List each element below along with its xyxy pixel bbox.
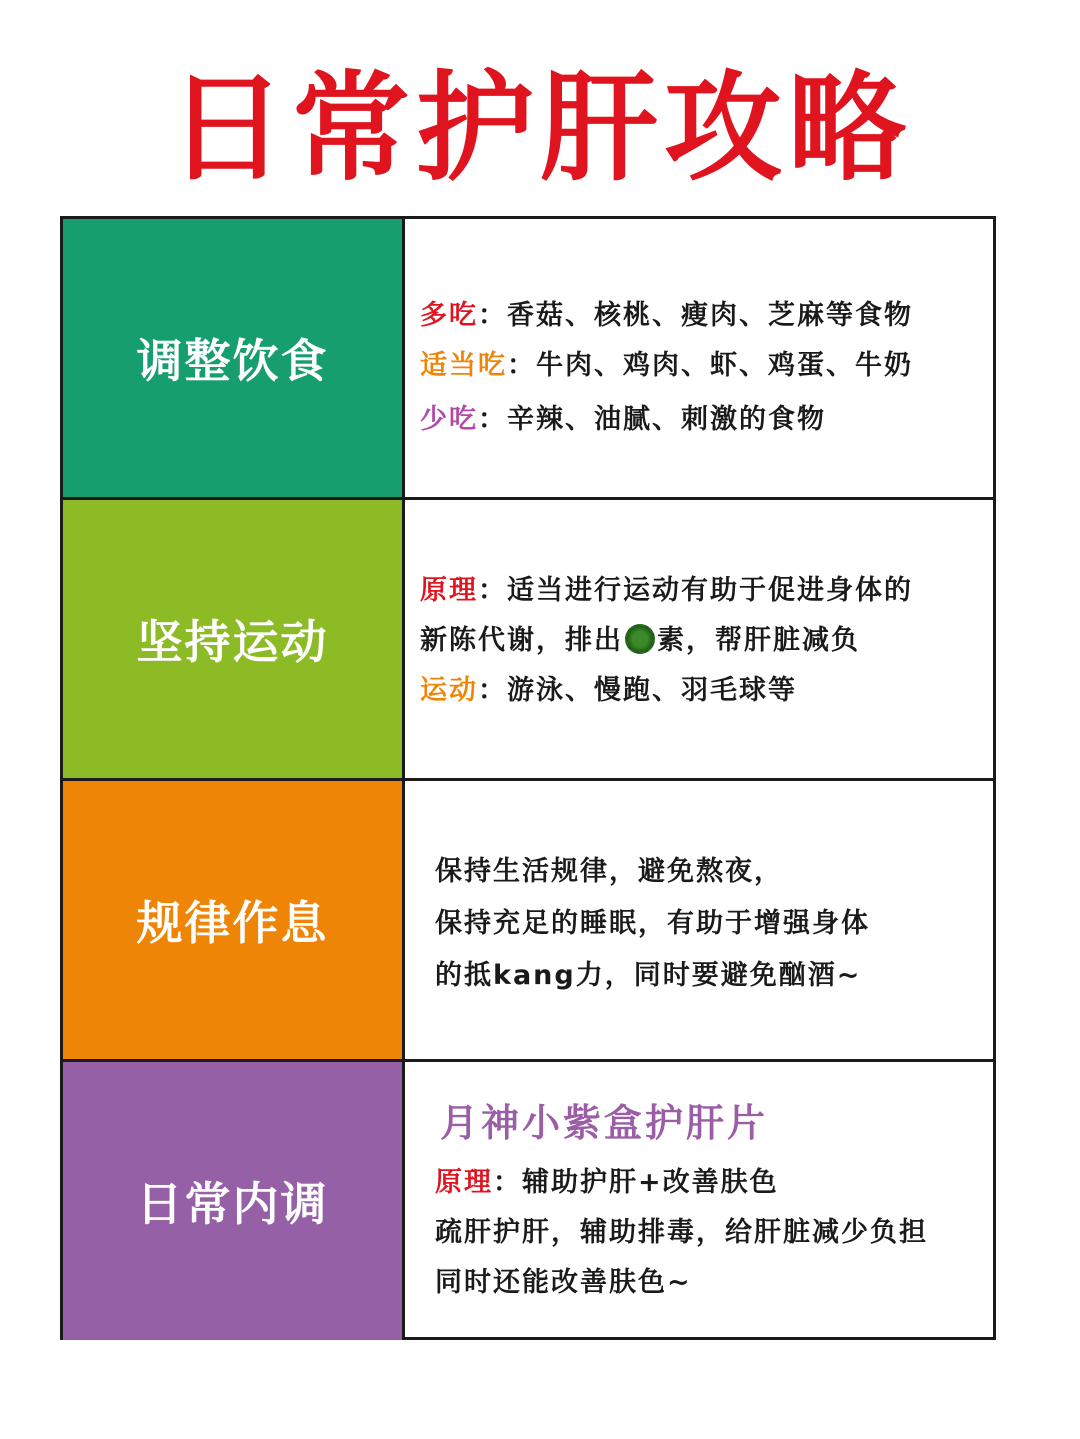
internal-line-2: 疏肝护肝，辅助排毒，给肝脏减少负担 [435, 1217, 928, 1248]
label-sports: 运动 [420, 675, 478, 706]
internal-line-3: 同时还能改善肤色~ [435, 1267, 692, 1298]
text-metabolism-after: 素，帮肝脏减负 [657, 625, 860, 656]
text-eat-moderately: ：牛肉、鸡肉、虾、鸡蛋、牛奶 [507, 350, 913, 381]
rest-line-3: 的抵kang力，同时要避免酗酒~ [435, 960, 862, 991]
table-row-rest [63, 781, 993, 1062]
page-title: 日常护肝攻略 [167, 59, 912, 197]
category-diet: 调整饮食 [63, 219, 405, 497]
label-principle: 原理 [420, 575, 478, 606]
text-sports: ：游泳、慢跑、羽毛球等 [478, 675, 797, 706]
text-principle-internal: ：辅助护肝+改善肤色 [493, 1167, 779, 1198]
internal-line-1 [435, 1160, 779, 1199]
category-internal: 日常内调 [63, 1062, 405, 1340]
rest-line-2: 保持充足的睡眠，有助于增强身体 [435, 908, 870, 939]
table-row-exercise [63, 500, 993, 781]
description-rest [405, 781, 993, 1059]
table-row-internal [63, 1062, 993, 1340]
product-title: 月神小紫盒护肝片 [440, 1101, 769, 1145]
text-eat-more: ：香菇、核桃、瘦肉、芝麻等食物 [478, 300, 913, 331]
category-rest: 规律作息 [63, 781, 405, 1059]
exercise-line-1 [420, 568, 913, 607]
diet-line-1 [420, 293, 913, 332]
exercise-line-3 [420, 668, 797, 707]
table-row-diet [63, 219, 993, 500]
label-eat-more: 多吃 [420, 300, 478, 331]
diet-line-3 [420, 397, 826, 436]
tips-table [60, 216, 996, 1340]
description-exercise [405, 500, 993, 778]
label-eat-less: 少吃 [420, 404, 478, 435]
label-principle-internal: 原理 [435, 1167, 493, 1198]
description-diet [405, 219, 993, 497]
category-exercise: 坚持运动 [63, 500, 405, 778]
rest-line-1: 保持生活规律，避免熬夜， [435, 856, 783, 887]
diet-line-2 [420, 343, 913, 382]
virus-icon [625, 624, 655, 654]
label-eat-moderately: 适当吃 [420, 350, 507, 381]
text-eat-less: ：辛辣、油腻、刺激的食物 [478, 404, 826, 435]
text-metabolism-before: 新陈代谢，排出 [420, 625, 623, 656]
text-principle: ：适当进行运动有助于促进身体的 [478, 575, 913, 606]
description-internal [405, 1062, 993, 1340]
exercise-line-2 [420, 618, 860, 657]
